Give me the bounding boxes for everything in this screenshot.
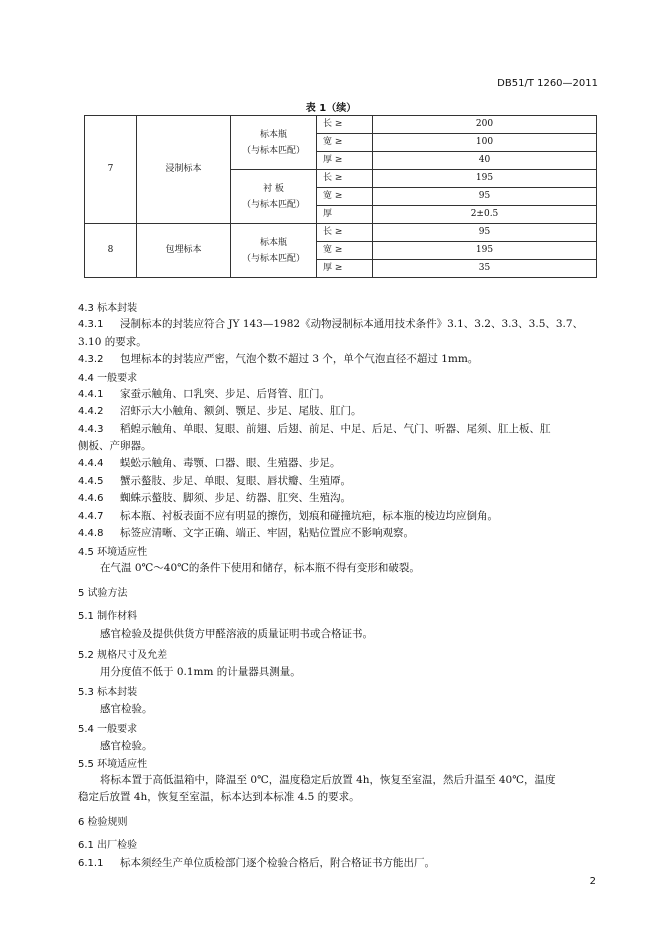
paragraph: 用分度值不低于 0.1mm 的计量器具测量。 — [100, 666, 301, 678]
specimen-name-cell: 浸制标本 — [137, 116, 231, 224]
clause-number: 4.4.4 — [78, 458, 104, 469]
clause-text: 沼虾示大小触角、额剑、颚足、步足、尾肢、肛门。 — [120, 405, 362, 417]
clause-text: 蜈蚣示触角、毒颚、口器、眼、生殖器、步足。 — [120, 457, 341, 469]
numbered-clause — [78, 855, 435, 870]
section-heading: 4.4 一般要求 — [78, 373, 138, 384]
value-cell: 100 — [373, 134, 597, 152]
table-row — [85, 224, 597, 242]
clause-text: 浸制标本的封装应符合 JY 143—1982《动物浸制标本通用技术条件》3.1、3.2、3.3、3.5、3.7、 — [120, 318, 584, 330]
value-cell: 40 — [373, 152, 597, 170]
component-label-line: （与标本匹配） — [241, 253, 305, 264]
continuation-line: 侧板、产卵器。 — [78, 440, 152, 452]
clause-text: 稻蝗示触角、单眼、复眼、前翅、后翅、前足、中足、后足、气门、听器、尾须、肛上板、肛 — [120, 423, 551, 435]
clause-text: 标本须经生产单位质检部门逐个检验合格后，附合格证书方能出厂。 — [120, 857, 435, 869]
dimension-cell: 厚 ≥ — [317, 152, 373, 170]
dimension-cell: 宽 ≥ — [317, 242, 373, 260]
section-heading: 5.5 环境适应性 — [78, 759, 148, 770]
numbered-clause — [78, 386, 330, 401]
section-heading: 6.1 出厂检验 — [78, 840, 138, 851]
section-heading: 5.1 制作材料 — [78, 611, 138, 622]
numbered-clause — [78, 455, 341, 470]
clause-number: 4.4.2 — [78, 406, 104, 417]
numbered-clause — [78, 316, 583, 331]
value-cell: 200 — [373, 116, 597, 134]
dimension-cell: 宽 ≥ — [317, 134, 373, 152]
item-number-cell: 8 — [85, 224, 137, 278]
component-cell — [231, 224, 317, 278]
clause-text: 包埋标本的封装应严密，气泡个数不超过 3 个，单个气泡直径不超过 1mm。 — [120, 353, 479, 365]
dimension-cell: 长 ≥ — [317, 224, 373, 242]
component-label-line: 标本瓶 — [259, 237, 287, 248]
value-cell: 195 — [373, 242, 597, 260]
chapter-heading: 5 试验方法 — [78, 588, 128, 599]
clause-number: 4.4.8 — [78, 528, 104, 539]
numbered-clause — [78, 508, 498, 523]
continuation-line: 3.10 的要求。 — [78, 336, 147, 348]
continuation-line: 稳定后放置 4h，恢复至室温，标本达到本标准 4.5 的要求。 — [78, 791, 360, 803]
dimension-cell: 长 ≥ — [317, 116, 373, 134]
dimension-cell: 宽 ≥ — [317, 188, 373, 206]
section-heading: 5.2 规格尺寸及允差 — [78, 650, 168, 661]
value-cell: 195 — [373, 170, 597, 188]
numbered-clause — [78, 421, 551, 436]
component-label-line: 衬 板 — [263, 183, 284, 194]
value-cell: 35 — [373, 260, 597, 278]
table-row — [85, 116, 597, 134]
clause-text: 标本瓶、衬板表面不应有明显的擦伤，划痕和碰撞坑疤，标本瓶的棱边均应倒角。 — [120, 510, 498, 522]
numbered-clause — [78, 403, 362, 418]
paragraph: 感官检验。 — [100, 703, 153, 715]
clause-text: 家蚕示触角、口乳突、步足、后肾管、肛门。 — [120, 388, 330, 400]
clause-number: 4.4.1 — [78, 389, 104, 400]
item-number-cell: 7 — [85, 116, 137, 224]
clause-number: 4.4.3 — [78, 424, 104, 435]
value-cell: 95 — [373, 188, 597, 206]
value-cell: 2±0.5 — [373, 206, 597, 224]
clause-number: 4.4.6 — [78, 493, 104, 504]
dimension-cell: 厚 ≥ — [317, 260, 373, 278]
section-heading: 4.3 标本封装 — [78, 303, 138, 314]
chapter-heading: 6 检验规则 — [78, 817, 128, 828]
section-heading: 5.4 一般要求 — [78, 724, 138, 735]
paragraph: 感官检验。 — [100, 740, 153, 752]
numbered-clause — [78, 525, 414, 540]
paragraph: 感官检验及提供供货方甲醛溶液的质量证明书或合格证书。 — [100, 628, 373, 640]
value-cell: 95 — [373, 224, 597, 242]
numbered-clause — [78, 473, 351, 488]
clause-text: 蟹示螯肢、步足、单眼、复眼、唇状瓣、生殖厣。 — [120, 475, 351, 487]
clause-number: 4.4.7 — [78, 511, 104, 522]
clause-number: 4.4.5 — [78, 476, 104, 487]
paragraph: 在气温 0℃～40℃的条件下使用和储存，标本瓶不得有变形和破裂。 — [100, 562, 420, 574]
numbered-clause — [78, 490, 351, 505]
component-label-line: （与标本匹配） — [241, 145, 305, 156]
specification-table — [84, 115, 597, 278]
page-number: 2 — [589, 876, 596, 887]
document-code: DB51/T 1260—2011 — [497, 78, 598, 89]
component-label-line: 标本瓶 — [259, 129, 287, 140]
table-caption: 表 1（续） — [305, 103, 357, 114]
section-heading: 4.5 环境适应性 — [78, 547, 148, 558]
component-label-line: （与标本匹配） — [241, 199, 305, 210]
paragraph: 将标本置于高低温箱中，降温至 0℃，温度稳定后放置 4h，恢复至室温，然后升温至 40℃，温度 — [100, 774, 556, 786]
numbered-clause — [78, 351, 478, 366]
clause-text: 标签应清晰、文字正确、端正、牢固，粘贴位置应不影响观察。 — [120, 527, 414, 539]
clause-number: 4.3.2 — [78, 354, 104, 365]
section-heading: 5.3 标本封装 — [78, 687, 138, 698]
dimension-cell: 厚 — [317, 206, 373, 224]
clause-text: 蜘蛛示螯肢、脚须、步足、纺器、肛突、生殖沟。 — [120, 492, 351, 504]
component-cell — [231, 170, 317, 224]
dimension-cell: 长 ≥ — [317, 170, 373, 188]
clause-number: 4.3.1 — [78, 319, 104, 330]
component-cell — [231, 116, 317, 170]
clause-number: 6.1.1 — [78, 858, 104, 869]
specimen-name-cell: 包埋标本 — [137, 224, 231, 278]
